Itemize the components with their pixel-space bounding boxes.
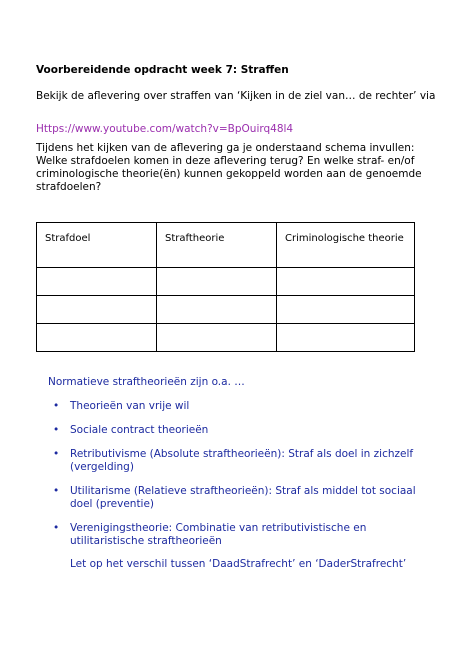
theory-notes [48, 376, 428, 571]
schema-table [36, 222, 415, 352]
table-cell[interactable] [37, 324, 157, 352]
assignment-question: Tijdens het kijken van de aflevering ga je onderstaand schema invullen: Welke strafdoelen komen in deze aflevering terug? En welke straf- en/of criminologische theorie(ën) kunnen gekoppeld worden aan de genoemde strafdoelen? [36, 142, 422, 193]
list-item [48, 522, 428, 548]
list-item-text: Utilitarisme (Relatieve straftheorieën): Straf als middel tot sociaal doel (preventie) [70, 485, 416, 510]
table-cell[interactable] [277, 324, 415, 352]
header-strafdoel: Strafdoel [37, 223, 157, 268]
list-item-text: Verenigingstheorie: Combinatie van retributivistische en utilitaristische straftheorieën [70, 522, 367, 547]
table-cell[interactable] [157, 296, 277, 324]
difference-note: Let op het verschil tussen ‘DaadStrafrecht’ en ‘DaderStrafrecht’ [70, 558, 407, 570]
table-row [37, 324, 415, 352]
bullet-icon: • [53, 400, 60, 412]
table-cell[interactable] [37, 296, 157, 324]
table-cell[interactable] [277, 268, 415, 296]
list-item [48, 400, 428, 413]
list-item-text: Theorieën van vrije wil [70, 400, 190, 412]
header-criminologische-theorie: Criminologische theorie [277, 223, 415, 268]
notes-intro: Normatieve straftheorieën zijn o.a. … [48, 376, 245, 388]
page-title: Voorbereidende opdracht week 7: Straffen [36, 64, 289, 76]
header-straftheorie: Straftheorie [157, 223, 277, 268]
bullet-icon: • [53, 448, 60, 460]
bullet-icon: • [53, 485, 60, 497]
table-row [37, 268, 415, 296]
intro-paragraph: Bekijk de aflevering over straffen van ‘Kijken in de ziel van… de rechter’ via [36, 90, 436, 102]
table-cell[interactable] [37, 268, 157, 296]
bullet-icon: • [53, 424, 60, 436]
list-item [48, 424, 428, 437]
table-header-row [37, 223, 415, 268]
table-row [37, 296, 415, 324]
theory-list [48, 400, 428, 548]
table-cell[interactable] [157, 268, 277, 296]
list-item-text: Sociale contract theorieën [70, 424, 209, 436]
bullet-icon: • [53, 522, 60, 534]
list-item [48, 485, 428, 511]
table-cell[interactable] [277, 296, 415, 324]
list-item-text: Retributivisme (Absolute straftheorieën): Straf als doel in zichzelf (vergelding) [70, 448, 414, 473]
video-link[interactable]: Https://www.youtube.com/watch?v=BpOuirq48l4 [36, 123, 294, 135]
list-item [48, 448, 428, 474]
table-cell[interactable] [157, 324, 277, 352]
